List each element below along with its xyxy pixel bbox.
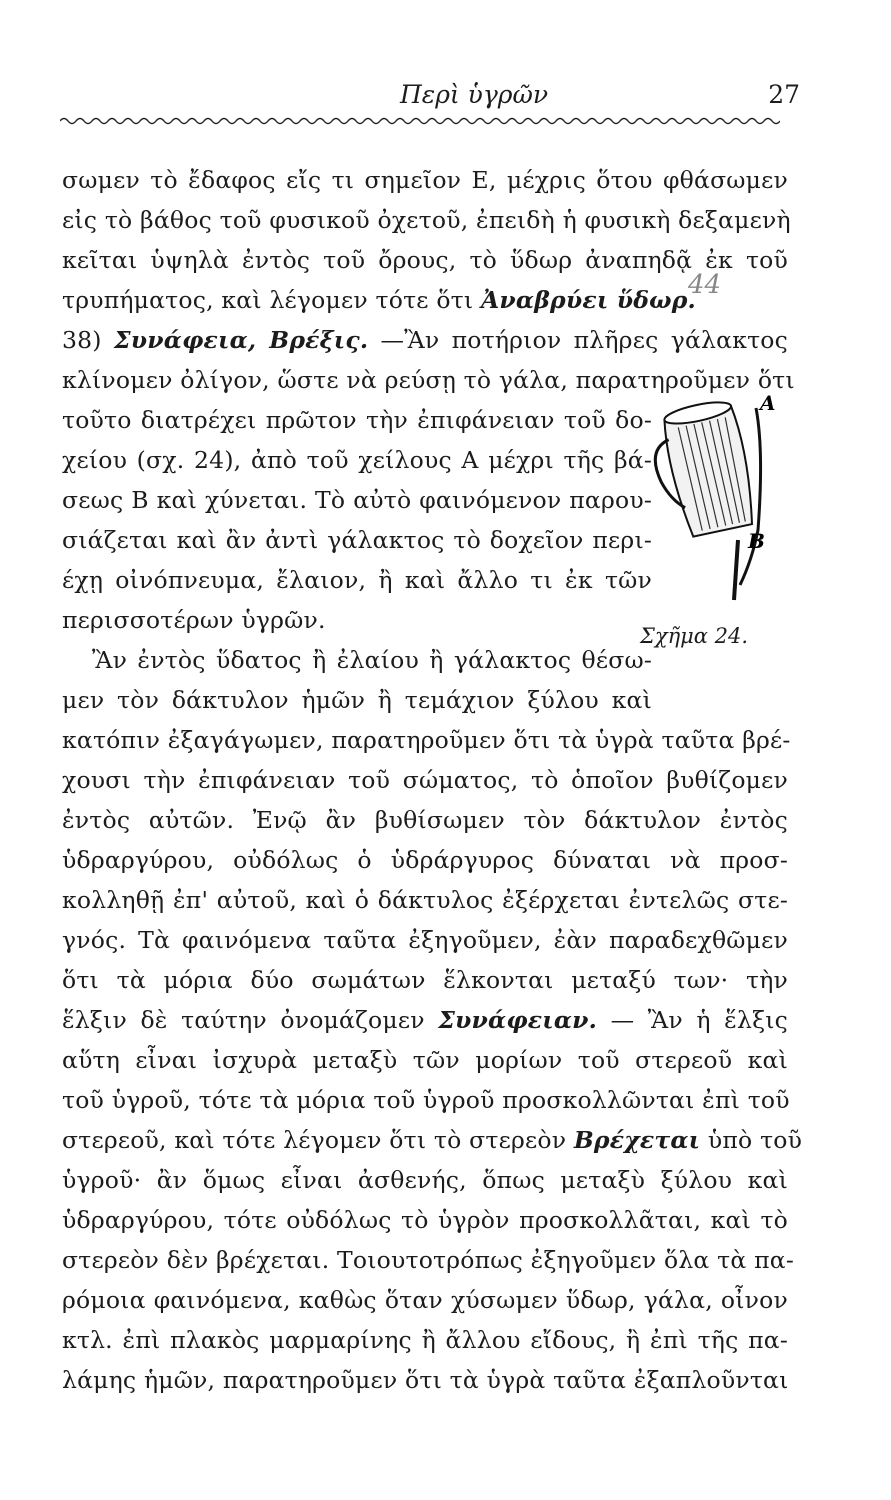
- text-line: λάμης ἡμῶν, παρατηροῦμεν ὅτι τὰ ὑγρὰ ταῦτα ἐξαπλοῦνται: [62, 1366, 789, 1394]
- text-line: [62, 1000, 788, 1040]
- text-line: ἐντὸς αὐτῶν. Ἐνῷ ἂν βυθίσωμεν τὸν δάκτυλον ἐντὸς: [62, 806, 788, 834]
- text-line: σωμεν τὸ ἔδαφος εἴς τι σημεῖον Ε, μέχρις ὅτου φθάσωμεν: [62, 166, 788, 194]
- text-fragment: στερεοῦ, καὶ τότε λέγομεν ὅτι τὸ στερεὸν: [62, 1126, 567, 1154]
- handwritten-mark: 44: [688, 270, 722, 300]
- text-line: Ἂν ἐντὸς ὕδατος ἢ ἐλαίου ἢ γάλακτος θέσω-: [92, 646, 652, 674]
- text-line: [62, 1120, 803, 1160]
- text-fragment: ὑπὸ τοῦ: [707, 1126, 803, 1154]
- text-line: αὕτη εἶναι ἰσχυρὰ μεταξὺ τῶν μορίων τοῦ στερεοῦ καὶ: [62, 1046, 788, 1074]
- figure-label-b: Β: [748, 529, 765, 553]
- figure-label-a: Α: [760, 391, 776, 415]
- text-line: τοῦ ὑγροῦ, τότε τὰ μόρια τοῦ ὑγροῦ προσκολλῶνται ἐπὶ τοῦ: [62, 1086, 790, 1114]
- text-fragment: — Ἂν ἡ ἕλξις: [610, 1006, 788, 1034]
- text-line: κολληθῇ ἐπ' αὐτοῦ, καὶ ὁ δάκτυλος ἐξέρχεται ἐντελῶς στε-: [62, 886, 788, 914]
- text-line: σιάζεται καὶ ἂν ἀντὶ γάλακτος τὸ δοχεῖον περι-: [62, 526, 652, 554]
- section-heading: Συνάφεια, Βρέξις.: [113, 326, 369, 354]
- figure-24-cup: [648, 380, 778, 610]
- text-fragment: —Ἂν ποτήριον πλῆρες γάλακτος: [380, 326, 788, 354]
- running-title: Περὶ ὑγρῶν: [400, 80, 549, 109]
- text-line: κεῖται ὑψηλὰ ἐντὸς τοῦ ὄρους, τὸ ὕδωρ ἀναπηδᾷ ἐκ τοῦ: [62, 246, 788, 274]
- text-line: χείου (σχ. 24), ἀπὸ τοῦ χείλους Α μέχρι τῆς βά-: [62, 446, 652, 474]
- text-line: τοῦτο διατρέχει πρῶτον τὴν ἐπιφάνειαν τοῦ δο-: [62, 406, 652, 434]
- bold-term: Ἀναβρύει ὕδωρ.: [480, 286, 696, 314]
- text-line: κατόπιν ἐξαγάγωμεν, παρατηροῦμεν ὅτι τὰ ὑγρὰ ταῦτα βρέ-: [62, 726, 791, 754]
- text-line: γνός. Τὰ φαινόμενα ταῦτα ἐξηγοῦμεν, ἐὰν παραδεχθῶμεν: [62, 926, 788, 954]
- header-wavy-rule: [60, 114, 780, 128]
- text-line: έχῃ οἰνόπνευμα, ἔλαιον, ἢ καὶ ἄλλο τι ἐκ τῶν: [62, 566, 652, 594]
- text-line: περισσοτέρων ὑγρῶν.: [62, 606, 326, 634]
- text-line: εἰς τὸ βάθος τοῦ φυσικοῦ ὀχετοῦ, ἐπειδὴ ἡ φυσικὴ δεξαμενὴ: [62, 206, 791, 234]
- page-number: 27: [768, 80, 800, 109]
- text-line: ὑδραργύρου, τότε οὐδόλως τὸ ὑγρὸν προσκολλᾶται, καὶ τὸ: [62, 1206, 788, 1234]
- text-line: στερεὸν δὲν βρέχεται. Τοιουτοτρόπως ἐξηγοῦμεν ὅλα τὰ πα-: [62, 1246, 794, 1274]
- text-line: [62, 280, 788, 320]
- text-line: ρόμοια φαινόμενα, καθὼς ὅταν χύσωμεν ὕδωρ, γάλα, οἶνον: [62, 1286, 788, 1314]
- text-line: χουσι τὴν ἐπιφάνειαν τοῦ σώματος, τὸ ὁποῖον βυθίζομεν: [62, 766, 788, 794]
- cup-icon: [648, 397, 759, 541]
- section-heading-line: [62, 320, 788, 360]
- text-line: μεν τὸν δάκτυλον ἡμῶν ἢ τεμάχιον ξύλου καὶ: [62, 686, 652, 714]
- figure-caption: Σχῆμα 24.: [640, 624, 749, 648]
- section-number: 38): [62, 326, 102, 354]
- text-line: ὅτι τὰ μόρια δύο σωμάτων ἕλκονται μεταξύ των· τὴν: [62, 966, 788, 994]
- text-line: κτλ. ἐπὶ πλακὸς μαρμαρίνης ἢ ἄλλου εἴδους, ἢ ἐπὶ τῆς πα-: [62, 1326, 788, 1354]
- text-line: ὑδραργύρου, οὐδόλως ὁ ὑδράργυρος δύναται νὰ προσ-: [62, 846, 788, 874]
- text-line: ὑγροῦ· ἂν ὅμως εἶναι ἀσθενής, ὅπως μεταξὺ ξύλου καὶ: [62, 1166, 788, 1194]
- text-fragment: ἕλξιν δὲ ταύτην ὀνομάζομεν: [62, 1006, 425, 1034]
- bold-term: Βρέχεται: [573, 1126, 701, 1154]
- text-fragment: τρυπήματος, καὶ λέγομεν τότε ὅτι: [62, 286, 474, 314]
- text-line: κλίνομεν ὀλίγον, ὥστε νὰ ρεύσῃ τὸ γάλα, παρατηροῦμεν ὅτι: [62, 366, 795, 394]
- text-line: σεως Β καὶ χύνεται. Τὸ αὐτὸ φαινόμενον παρου-: [62, 486, 652, 514]
- bold-term: Συνάφειαν.: [438, 1006, 598, 1034]
